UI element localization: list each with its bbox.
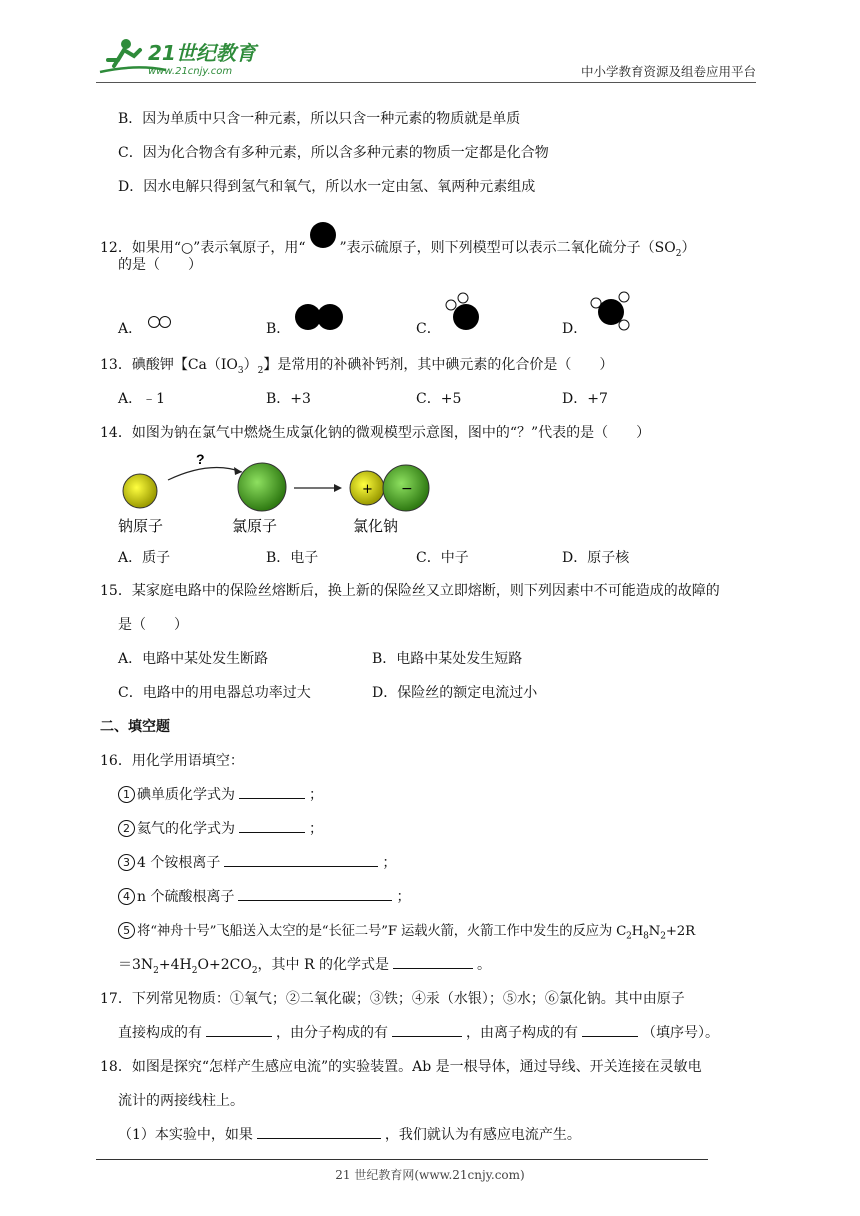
q13-stem: 13．碘酸钾【$Ca(IO_3)_2$】是常用的补碘补钙剂，其中碘元素的化合价是（ ） [100, 357, 614, 376]
q16-stem: 16．用化学用语填空： [100, 753, 244, 769]
sodium-atom [123, 474, 157, 508]
q11-option-b: B．因为单质中只含一种元素，所以只含一种元素的物质就是单质 [118, 111, 521, 127]
q12-option-c-model [444, 292, 488, 334]
answer-blank[interactable] [392, 1022, 462, 1037]
answer-blank[interactable] [224, 852, 378, 867]
q12-option-c-label: C． [416, 321, 441, 337]
q12-option-b-label: B． [266, 321, 291, 337]
q12-stem-line2: 的是（ ） [118, 257, 202, 273]
q11-option-c: C．因为化合物含有多种元素，所以含多种元素的物质一定都是化合物 [118, 145, 549, 161]
q16-item-5-line2: $=3N_2+4H_2O+2CO_2$，其中 R 的化学式是 。 [118, 954, 491, 976]
q14-option-b: B．电子 [266, 550, 319, 566]
q14-figure [110, 448, 450, 540]
q12-option-d-model [588, 290, 634, 336]
q16-item-1: 1 碘单质化学式为 ； [118, 784, 323, 804]
q14-option-c: C．中子 [416, 550, 469, 566]
q12-option-a-model [146, 314, 174, 330]
q16-item-2: 2 氦气的化学式为 ； [118, 818, 323, 838]
q15-option-c: C．电路中的用电器总功率过大 [118, 685, 311, 701]
sulfur-atom-icon [310, 222, 336, 248]
q16-item-5: 5 将“神舟十号”飞船送入太空的是“长征二号”F 运载火箭，火箭工作中发生的反应为 $C_2H_8N_2+2R$ [118, 920, 695, 942]
minus-sign: − [401, 481, 413, 497]
section-heading: 二、填空题 [100, 719, 170, 735]
question-mark: ? [196, 451, 205, 467]
q12-option-d-label: D． [562, 321, 588, 337]
q12-stem: 12．如果用“○”表示氧原子，用“ ”表示硫原子，则下列模型可以表示二氧化硫分子$(SO_2)$ [100, 222, 695, 259]
answer-blank[interactable] [257, 1124, 381, 1139]
q14-option-a: A．质子 [118, 550, 171, 566]
chlorine-atom [238, 463, 286, 511]
header-platform-name: 中小学教育资源及组卷应用平台 [580, 64, 756, 79]
q17-stem: 17．下列常见物质：①氧气；②二氧化碳；③铁；④汞（水银）；⑤水；⑥氯化钠。其中由原子 [100, 991, 685, 1007]
q15-option-a: A．电路中某处发生断路 [118, 651, 269, 667]
chlorine-label: 氯原子 [232, 517, 278, 535]
q13-option-d: D．+7 [562, 391, 608, 407]
q15-option-b: B．电路中某处发生短路 [372, 651, 523, 667]
answer-blank[interactable] [206, 1022, 272, 1037]
answer-blank[interactable] [393, 954, 473, 969]
q13-option-b: B．+3 [266, 391, 311, 407]
answer-blank[interactable] [238, 886, 392, 901]
plus-sign: + [362, 482, 373, 497]
footer-divider [96, 1159, 708, 1160]
q15-stem-line2: 是（ ） [118, 617, 188, 633]
q14-stem: 14．如图为钠在氯气中燃烧生成氯化钠的微观模型示意图，图中的“？”代表的是（ ） [100, 425, 651, 441]
q13-option-a: A．﹣1 [118, 391, 166, 407]
q11-option-d: D．因水电解只得到氢气和氧气，所以水一定由氢、氧两种元素组成 [118, 179, 536, 195]
q18-sub1: （1）本实验中，如果 ，我们就认为有感应电流产生。 [118, 1124, 581, 1144]
logo-url: www.21cnjy.com [148, 66, 233, 77]
footer-text: 21 世纪教育网(www.21cnjy.com) [335, 1168, 525, 1182]
answer-blank[interactable] [239, 818, 305, 833]
q18-stem-line2: 流计的两接线柱上。 [118, 1093, 244, 1109]
nacl-label: 氯化钠 [353, 517, 399, 535]
q15-stem: 15．某家庭电路中的保险丝熔断后，换上新的保险丝又立即熔断，则下列因素中不可能造成的故障的 [100, 583, 720, 599]
header-divider [96, 82, 756, 83]
q16-item-4: 4 n 个硫酸根离子 ； [118, 886, 410, 906]
q16-item-3: 3 4 个铵根离子 ； [118, 852, 396, 872]
q12-option-a-label: A． [118, 321, 143, 337]
q13-option-c: C．+5 [416, 391, 462, 407]
answer-blank[interactable] [582, 1022, 638, 1037]
logo-text: 21世纪教育 [148, 41, 256, 65]
site-logo [96, 36, 266, 80]
sodium-label: 钠原子 [118, 517, 164, 535]
q17-stem-line2: 直接构成的有 ，由分子构成的有 ，由离子构成的有 （填序号）。 [118, 1022, 719, 1042]
q12-option-b-model [292, 301, 348, 333]
q15-option-d: D．保险丝的额定电流过小 [372, 685, 538, 701]
answer-blank[interactable] [239, 784, 305, 799]
q14-option-d: D．原子核 [562, 550, 630, 566]
q18-stem: 18．如图是探究“怎样产生感应电流”的实验装置。Ab 是一根导体，通过导线、开关连接在灵敏电 [100, 1059, 702, 1075]
